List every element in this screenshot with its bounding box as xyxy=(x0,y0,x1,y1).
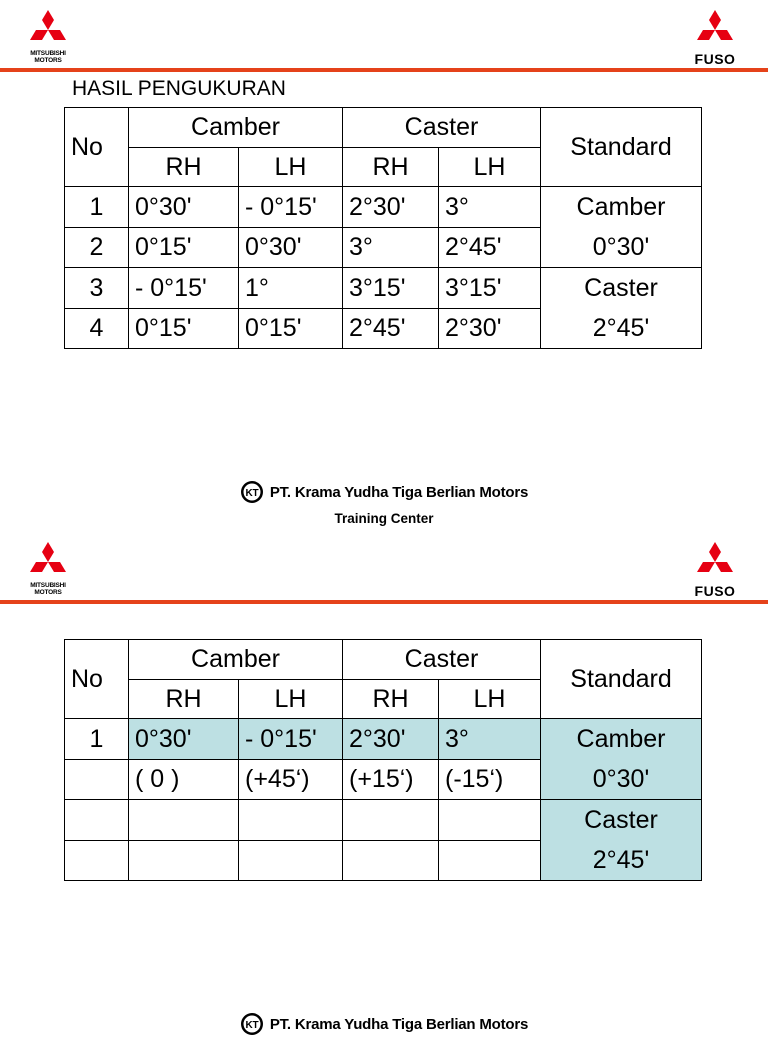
camber-lh-cell: 0°30' xyxy=(239,227,343,268)
fuso-logo xyxy=(684,10,746,66)
header-camber-rh: RH xyxy=(129,147,239,187)
camber-rh-cell xyxy=(129,840,239,881)
table-header-row xyxy=(65,108,702,148)
table-row xyxy=(65,268,702,309)
kt-logo-icon xyxy=(240,1012,264,1036)
slide-2 xyxy=(0,532,768,1064)
header-divider xyxy=(0,68,768,72)
three-diamonds-icon xyxy=(22,10,74,50)
company-line xyxy=(240,480,528,504)
caster-lh-cell: 3° xyxy=(439,187,541,228)
camber-rh-adjust: ( 0 ) xyxy=(129,759,239,800)
header-caster-rh: RH xyxy=(343,679,439,719)
caster-lh-cell: 3° xyxy=(439,719,541,760)
row-no: 1 xyxy=(65,719,129,760)
mitsubishi-motors-text: MITSUBISHI MOTORS xyxy=(30,50,66,64)
caster-lh-cell: 3°15' xyxy=(439,268,541,309)
camber-lh-cell: - 0°15' xyxy=(239,719,343,760)
standard-caster-label: Caster xyxy=(584,274,658,302)
caster-rh-cell: 2°45' xyxy=(343,308,439,349)
footer xyxy=(0,1012,768,1041)
standard-caster-value: 2°45' xyxy=(592,314,650,342)
adjustment-table xyxy=(64,639,702,881)
caster-lh-cell: 2°30' xyxy=(439,308,541,349)
caster-lh-cell xyxy=(439,800,541,841)
header-caster-lh: LH xyxy=(439,147,541,187)
header-camber-lh: LH xyxy=(239,679,343,719)
camber-rh-cell: 0°30' xyxy=(129,187,239,228)
standard-caster-value: 2°45' xyxy=(592,846,650,874)
mitsubishi-motors-logo xyxy=(22,10,74,66)
company-name: PT. Krama Yudha Tiga Berlian Motors xyxy=(269,483,529,501)
training-center-label: Training Center xyxy=(334,511,434,526)
header-caster-rh: RH xyxy=(343,147,439,187)
header-camber-lh: LH xyxy=(239,147,343,187)
caster-rh-adjust: (+15‘) xyxy=(343,759,439,800)
header-camber: Camber xyxy=(129,108,343,148)
kt-logo-icon xyxy=(240,480,264,504)
company-name: PT. Krama Yudha Tiga Berlian Motors xyxy=(269,1015,529,1033)
camber-rh-cell: 0°15' xyxy=(129,308,239,349)
row-no: 2 xyxy=(65,227,129,268)
row-no: 1 xyxy=(65,187,129,228)
page-title: HASIL PENGUKURAN xyxy=(72,77,286,100)
standard-camber-value: 0°30' xyxy=(592,765,650,793)
camber-lh-adjust: (+45‘) xyxy=(239,759,343,800)
three-diamonds-icon xyxy=(684,542,746,582)
header-standard: Standard xyxy=(541,640,702,719)
header-no: No xyxy=(65,108,129,187)
header-camber: Camber xyxy=(129,640,343,680)
table-row xyxy=(65,187,702,228)
camber-rh-cell: - 0°15' xyxy=(129,268,239,309)
table-row xyxy=(65,800,702,841)
header-caster: Caster xyxy=(343,108,541,148)
caster-rh-cell: 3°15' xyxy=(343,268,439,309)
fuso-text: FUSO xyxy=(694,583,736,599)
camber-rh-cell xyxy=(129,800,239,841)
header-caster: Caster xyxy=(343,640,541,680)
fuso-logo xyxy=(684,542,746,598)
measurement-table xyxy=(64,107,702,349)
row-no: 3 xyxy=(65,268,129,309)
row-no: 4 xyxy=(65,308,129,349)
row-no xyxy=(65,759,129,800)
table-row xyxy=(65,719,702,760)
caster-rh-cell xyxy=(343,800,439,841)
camber-lh-cell: 1° xyxy=(239,268,343,309)
caster-rh-cell: 3° xyxy=(343,227,439,268)
camber-lh-cell: 0°15' xyxy=(239,308,343,349)
company-line xyxy=(240,1012,528,1036)
svg-text:KT: KT xyxy=(245,1020,259,1031)
caster-rh-cell xyxy=(343,840,439,881)
standard-camber-cell xyxy=(541,719,702,800)
mitsubishi-motors-text: MITSUBISHI MOTORS xyxy=(30,582,66,596)
standard-caster-label: Caster xyxy=(584,806,658,834)
three-diamonds-icon xyxy=(684,10,746,50)
standard-camber-cell xyxy=(541,187,702,268)
header-standard: Standard xyxy=(541,108,702,187)
caster-rh-cell: 2°30' xyxy=(343,719,439,760)
caster-lh-adjust: (-15‘) xyxy=(439,759,541,800)
row-no xyxy=(65,800,129,841)
standard-caster-cell xyxy=(541,268,702,349)
standard-camber-value: 0°30' xyxy=(592,233,650,261)
header-no: No xyxy=(65,640,129,719)
header-divider xyxy=(0,600,768,604)
header-caster-lh: LH xyxy=(439,679,541,719)
camber-lh-cell xyxy=(239,800,343,841)
caster-lh-cell: 2°45' xyxy=(439,227,541,268)
header-camber-rh: RH xyxy=(129,679,239,719)
three-diamonds-icon xyxy=(22,542,74,582)
mitsubishi-motors-logo xyxy=(22,542,74,598)
svg-text:KT: KT xyxy=(245,488,259,499)
standard-caster-cell xyxy=(541,800,702,881)
camber-lh-cell xyxy=(239,840,343,881)
row-no xyxy=(65,840,129,881)
footer xyxy=(0,480,768,526)
camber-rh-cell: 0°15' xyxy=(129,227,239,268)
caster-lh-cell xyxy=(439,840,541,881)
standard-camber-label: Camber xyxy=(576,193,666,221)
fuso-text: FUSO xyxy=(694,51,736,67)
table-header-row xyxy=(65,640,702,680)
caster-rh-cell: 2°30' xyxy=(343,187,439,228)
camber-lh-cell: - 0°15' xyxy=(239,187,343,228)
standard-camber-label: Camber xyxy=(576,725,666,753)
camber-rh-cell: 0°30' xyxy=(129,719,239,760)
